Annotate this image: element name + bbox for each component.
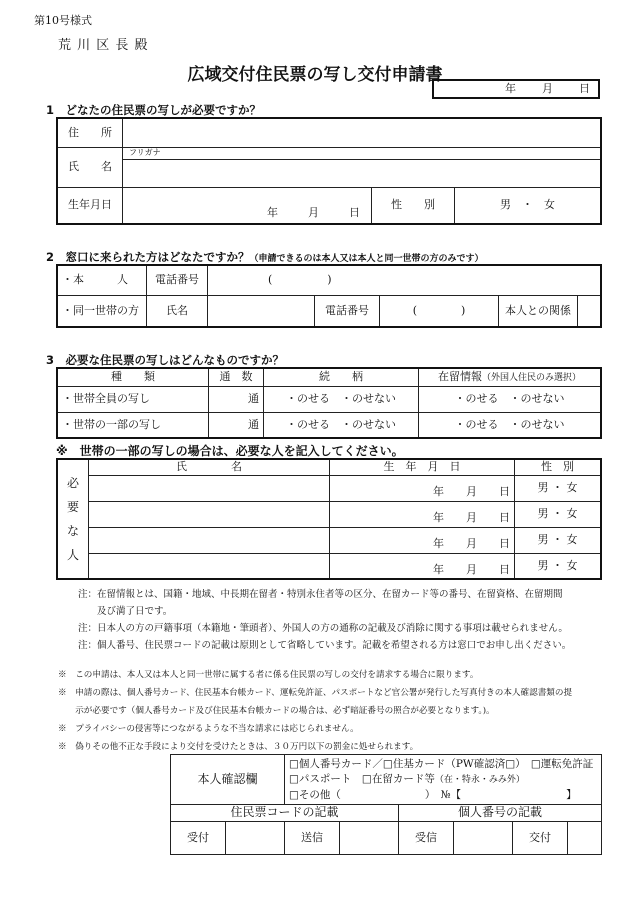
section2-heading: 2 窓口に来られた方はどなたですか？（申請できるのは本人又は本人と同一世帯の方のみです）: [46, 250, 484, 264]
sex-label: 性 別: [372, 187, 455, 224]
section3-heading: 3 必要な住民票の写しはどんなものですか？: [46, 353, 284, 367]
receive-field[interactable]: [454, 822, 513, 855]
relation-label: 本人との関係: [499, 295, 578, 327]
partial-name-field[interactable]: [89, 501, 330, 527]
deliver-label: 交付: [513, 822, 568, 855]
personal-number-label: 個人番号の記載: [399, 805, 602, 822]
partial-name-field[interactable]: [89, 527, 330, 553]
relation-field[interactable]: [578, 295, 602, 327]
partial-sex-field[interactable]: 男 ・ 女: [515, 553, 602, 579]
partial-name-header: 氏 名: [89, 459, 330, 475]
table-row: [57, 553, 601, 579]
relation-partial[interactable]: ・のせる ・のせない: [264, 412, 419, 438]
section3-table: [56, 367, 602, 439]
name-label: 氏 名: [57, 147, 123, 187]
count-all[interactable]: 通: [209, 386, 264, 412]
address-field[interactable]: [123, 118, 602, 147]
partial-sex-field[interactable]: 男 ・ 女: [515, 527, 602, 553]
household-phone-field[interactable]: ( ): [380, 295, 499, 327]
household-name-label: 氏名: [147, 295, 208, 327]
partial-sex-header: 性 別: [515, 459, 602, 475]
notes: 注：在留情報とは、国籍・地域、中長期在留者・特別永住者等の区分、在留カード等の番号、在留資格、在留期間 及び満了日です。 注：日本人の方の戸籍事項（本籍地・筆頭者）、外国人の方の通称の記載及び消除に関する事項は載せられません。 注：個人番号、住民票コードの記載は原則として省略しています。記載を希望される方は窓口でお申し出ください。: [78, 589, 572, 651]
partial-birth-header: 生 年 月 日: [330, 459, 515, 475]
partial-birth-field[interactable]: 年 月 日: [330, 553, 515, 579]
send-label: 送信: [285, 822, 340, 855]
household-phone-label: 電話番号: [315, 295, 380, 327]
section2-table: [56, 264, 602, 328]
date-box[interactable]: 年 月 日: [432, 79, 600, 99]
table-row: [57, 527, 601, 553]
table-row: [57, 501, 601, 527]
partial-heading: ※ 世帯の一部の写しの場合は、必要な人を記入してください。: [56, 444, 404, 458]
receipt-label: 受付: [171, 822, 226, 855]
birth-label: 生年月日: [57, 187, 123, 224]
residence-all[interactable]: ・のせる ・のせない: [419, 386, 602, 412]
count-header: 通 数: [209, 368, 264, 386]
addressee: 荒 川 区 長 殿: [58, 38, 149, 53]
section1-heading: 1 どなたの住民票の写しが必要ですか？: [46, 103, 261, 117]
receipt-field[interactable]: [226, 822, 285, 855]
furigana-field[interactable]: フリガナ: [123, 147, 602, 159]
birth-field[interactable]: 年 月 日: [123, 187, 372, 224]
id-check-options[interactable]: □個人番号カード／□住基カード（PW確認済□） □運転免許証 □パスポート □在留カード等（在・特永・みみ外） □その他（ ） №【 】: [285, 755, 602, 805]
deliver-field[interactable]: [568, 822, 602, 855]
residence-partial[interactable]: ・のせる ・のせない: [419, 412, 602, 438]
partial-birth-field[interactable]: 年 月 日: [330, 501, 515, 527]
id-check-label: 本人確認欄: [171, 755, 285, 805]
send-field[interactable]: [340, 822, 399, 855]
section1-table: [56, 117, 602, 225]
relation-header: 続 柄: [264, 368, 419, 386]
receive-label: 受信: [399, 822, 454, 855]
form-number: 第10号様式: [34, 14, 92, 27]
count-partial[interactable]: 通: [209, 412, 264, 438]
self-phone-field[interactable]: ( ): [208, 265, 602, 295]
residence-header: 在留情報（外国人住民のみ選択）: [419, 368, 602, 386]
notes2: ※ この申請は、本人又は本人と同一世帯に属する者に係る住民票の写しの交付を請求する場合に限ります。 ※ 申請の際は、個人番号カード、住民基本台帳カード、運転免許証、パスポートなど官公署が発行した写真付きの本人確認書類の提 示が必要です（個人番号カード及び住民基本台帳カードの場合は、必ず暗証番号の照合が必要となります。)。 ※ プライバシーの侵害等につながるような不当な請求には応じられません。 ※ 偽りその他不正な手段により交付を受けたときは、３０万円以下の罰金に処せられます。: [58, 670, 573, 752]
partial-name-field[interactable]: [89, 475, 330, 501]
kind-all: ・世帯全員の写し: [57, 386, 209, 412]
relation-all[interactable]: ・のせる ・のせない: [264, 386, 419, 412]
household-label: ・同一世帯の方: [57, 295, 147, 327]
form-title: 広域交付住民票の写し交付申請書: [187, 65, 443, 85]
partial-birth-field[interactable]: 年 月 日: [330, 475, 515, 501]
table-row: [57, 475, 601, 501]
kind-header: 種 類: [57, 368, 209, 386]
phone-label: 電話番号: [147, 265, 208, 295]
kind-partial: ・世帯の一部の写し: [57, 412, 209, 438]
partial-table: [56, 458, 602, 580]
address-label: 住 所: [57, 118, 123, 147]
office-table: [170, 754, 602, 855]
partial-sex-field[interactable]: 男 ・ 女: [515, 475, 602, 501]
required-side-label: 必 要 な 人: [57, 459, 89, 579]
partial-sex-field[interactable]: 男 ・ 女: [515, 501, 602, 527]
sex-options[interactable]: 男 ・ 女: [455, 187, 602, 224]
name-field[interactable]: [123, 159, 602, 187]
partial-name-field[interactable]: [89, 553, 330, 579]
partial-birth-field[interactable]: 年 月 日: [330, 527, 515, 553]
self-label: ・本 人: [57, 265, 147, 295]
resident-code-label: 住民票コードの記載: [171, 805, 399, 822]
household-name-field[interactable]: [208, 295, 315, 327]
